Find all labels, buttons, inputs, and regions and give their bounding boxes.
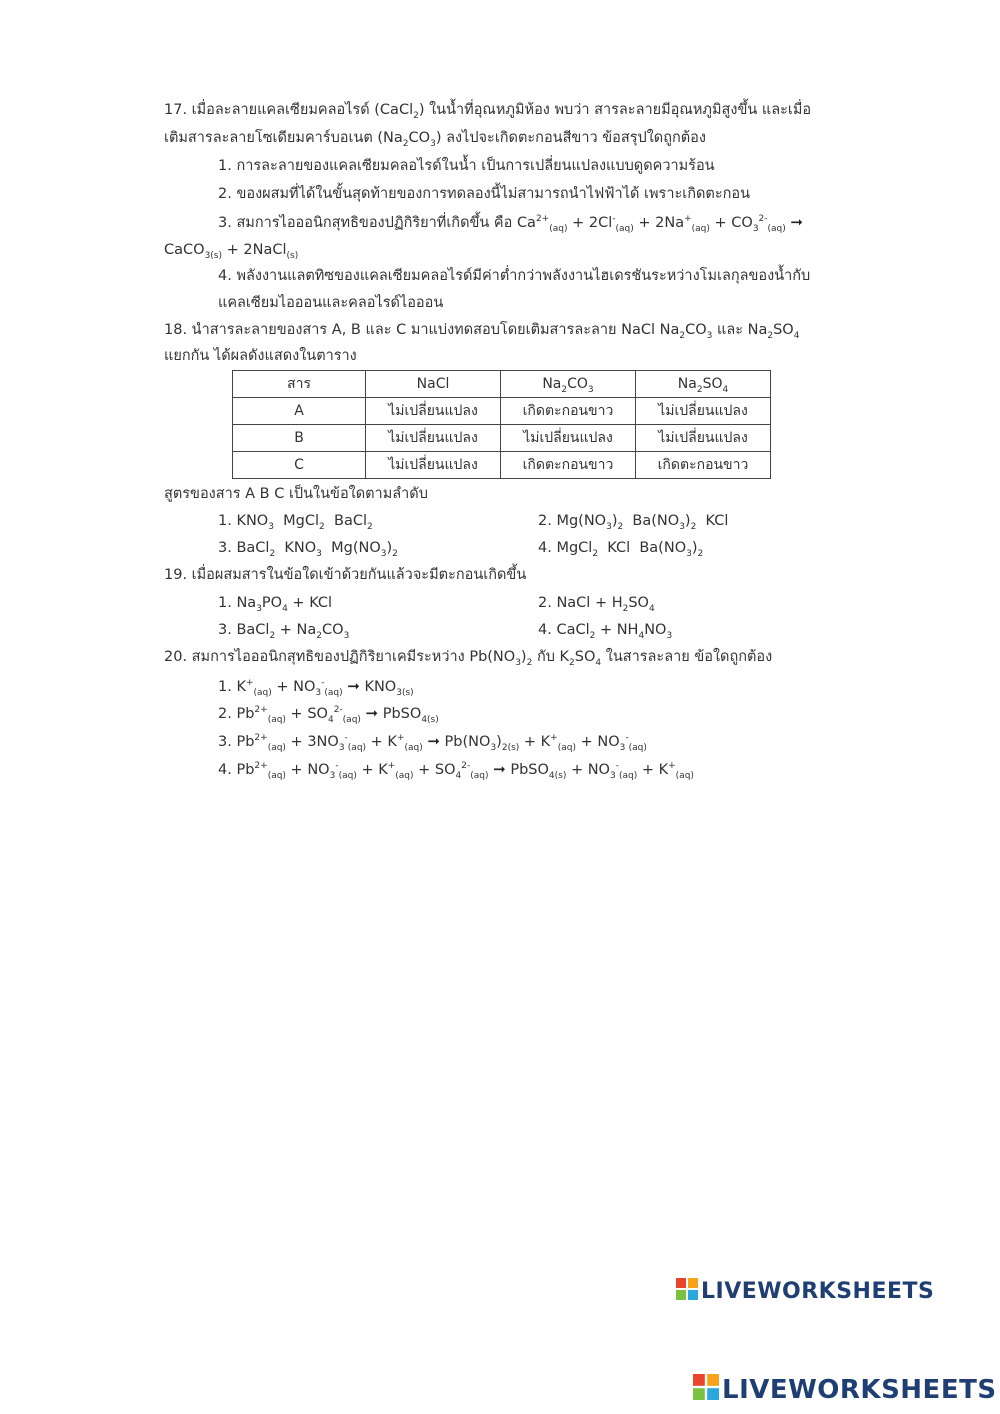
table-cell: เกิดตะกอนขาว — [636, 452, 771, 479]
table-header-row — [233, 371, 771, 398]
q20-stem: 20. สมการไอออนิกสุทธิของปฏิกิริยาเคมีระหว่าง $Pb(NO_3)_2$ กับ $K_2SO_4$ ในสารละลาย ข้อใดถูกต้อง — [164, 649, 773, 668]
liveworksheets-logo: LIVEWORKSHEETS — [676, 1278, 934, 1306]
table-row — [233, 398, 771, 425]
table-header-cell: $Na_2CO_3$ — [501, 371, 636, 398]
q17-option-3-line2: CaCO$_{3(s)}$ + 2NaCl$_{(s)}$ — [164, 242, 299, 261]
table-header-cell: NaCl — [366, 371, 501, 398]
table-row — [233, 425, 771, 452]
liveworksheets-logo-footer: LIVEWORKSHEETS — [693, 1374, 997, 1407]
arrow-icon: ➞ — [427, 732, 440, 750]
q20-option-4: 4. $Pb^{2+}_{(aq)} + NO_3^-_{(aq)} + K^+_{(aq)} + SO_4^{2-}_{(aq)}$ ➞ PbSO$_{4(s)}$ + $NO_3^-_{(aq)} + K^+_{(aq)}$ — [218, 760, 694, 781]
arrow-icon: ➞ — [493, 760, 506, 778]
q18-option-4: 4. MgCl$_2$ KCl $Ba(NO_3)_2$ — [538, 540, 704, 559]
table-cell: ไม่เปลี่ยนแปลง — [636, 425, 771, 452]
q17-option-3-line1: 3. สมการไอออนิกสุทธิของปฏิกิริยาที่เกิดขึ้น คือ $Ca^{2+}_{(aq)} + 2Cl^-_{(aq)} + 2Na^+_{(aq)} + CO_3^{2-}_{(aq)}$ ➞ — [218, 213, 803, 234]
table-cell: ไม่เปลี่ยนแปลง — [366, 425, 501, 452]
arrow-icon: ➞ — [790, 213, 803, 231]
q19-option-2: 2. NaCl + $H_2SO_4$ — [538, 595, 655, 614]
arrow-icon: ➞ — [347, 677, 360, 695]
table-cell: ไม่เปลี่ยนแปลง — [366, 398, 501, 425]
q18-stem-line1: 18. นำสารละลายของสาร A, B และ C มาแบ่งทดสอบโดยเติมสารละลาย NaCl $Na_2CO_3$ และ $Na_2SO_4$ — [164, 322, 800, 341]
q19-option-3: 3. BaCl$_2$ + $Na_2CO_3$ — [218, 622, 350, 641]
q18-option-1: 1. $KNO_3$ MgCl$_2$ BaCl$_2$ — [218, 513, 373, 532]
q20-option-3: 3. $Pb^{2+}_{(aq)} + 3NO_3^-_{(aq)} + K^+_{(aq)}$ ➞ $Pb(NO_3)_{2(s)} + K^+_{(aq)} + NO_3^-_{(aq)}$ — [218, 732, 647, 753]
q20-option-2: 2. $Pb^{2+}_{(aq)} + SO_4^{2-}_{(aq)}$ ➞ PbSO$_{4(s)}$ — [218, 704, 439, 725]
arrow-icon: ➞ — [365, 704, 379, 722]
table-header-cell: $Na_2SO_4$ — [636, 371, 771, 398]
q17-option-1: 1. การละลายของแคลเซียมคลอไรด์ในน้ำ เป็นการเปลี่ยนแปลงแบบดูดความร้อน — [218, 158, 715, 174]
table-cell: C — [233, 452, 366, 479]
table-row — [233, 452, 771, 479]
q20-option-1: 1. $K^+_{(aq)} + NO_3^-_{(aq)}$ ➞ $KNO_{3(s)}$ — [218, 677, 414, 698]
table-cell: เกิดตะกอนขาว — [501, 452, 636, 479]
q17-stem-line2: เติมสารละลายโซเดียมคาร์บอเนต $(Na_2CO_3)$ ลงไปจะเกิดตะกอนสีขาว ข้อสรุปใดถูกต้อง — [164, 130, 706, 149]
liveworksheets-mark-icon — [693, 1374, 719, 1407]
table-cell: ไม่เปลี่ยนแปลง — [366, 452, 501, 479]
table-cell: เกิดตะกอนขาว — [501, 398, 636, 425]
q18-stem-line2: แยกกัน ได้ผลดังแสดงในตาราง — [164, 348, 357, 364]
q17-option-2: 2. ของผสมที่ได้ในขั้นสุดท้ายของการทดลองนี้ไม่สามารถนำไฟฟ้าได้ เพราะเกิดตะกอน — [218, 186, 751, 202]
q18-option-3: 3. BaCl$_2$ $KNO_3$ $Mg(NO_3)_2$ — [218, 540, 398, 559]
table-cell: ไม่เปลี่ยนแปลง — [636, 398, 771, 425]
table-header-cell: สาร — [233, 371, 366, 398]
results-table — [232, 370, 771, 479]
q19-option-1: 1. $Na_3PO_4$ + KCl — [218, 595, 333, 614]
table-cell: A — [233, 398, 366, 425]
q19-stem: 19. เมื่อผสมสารในข้อใดเข้าด้วยกันแล้วจะมีตะกอนเกิดขึ้น — [164, 567, 527, 583]
table-cell: B — [233, 425, 366, 452]
q17-stem-line1: 17. เมื่อละลายแคลเซียมคลอไรด์ (CaCl$_2$) ในน้ำที่อุณหภูมิห้อง พบว่า สารละลายมีอุณหภูมิสูงขึ้น และเมื่อ — [164, 102, 812, 121]
q18-followup: สูตรของสาร A B C เป็นในข้อใดตามลำดับ — [164, 486, 428, 502]
table-cell: ไม่เปลี่ยนแปลง — [501, 425, 636, 452]
q19-option-4: 4. CaCl$_2$ + $NH_4NO_3$ — [538, 622, 673, 641]
q18-option-2: 2. $Mg(NO_3)_2$ $Ba(NO_3)_2$ KCl — [538, 513, 729, 532]
liveworksheets-mark-icon — [676, 1278, 698, 1306]
q17-option-4-line2: แคลเซียมไอออนและคลอไรด์ไอออน — [218, 295, 444, 311]
q17-option-4-line1: 4. พลังงานแลตทิซของแคลเซียมคลอไรด์มีค่าต่ำกว่าพลังงานไฮเดรชันระหว่างโมเลกุลของน้ำกับ — [218, 268, 811, 284]
